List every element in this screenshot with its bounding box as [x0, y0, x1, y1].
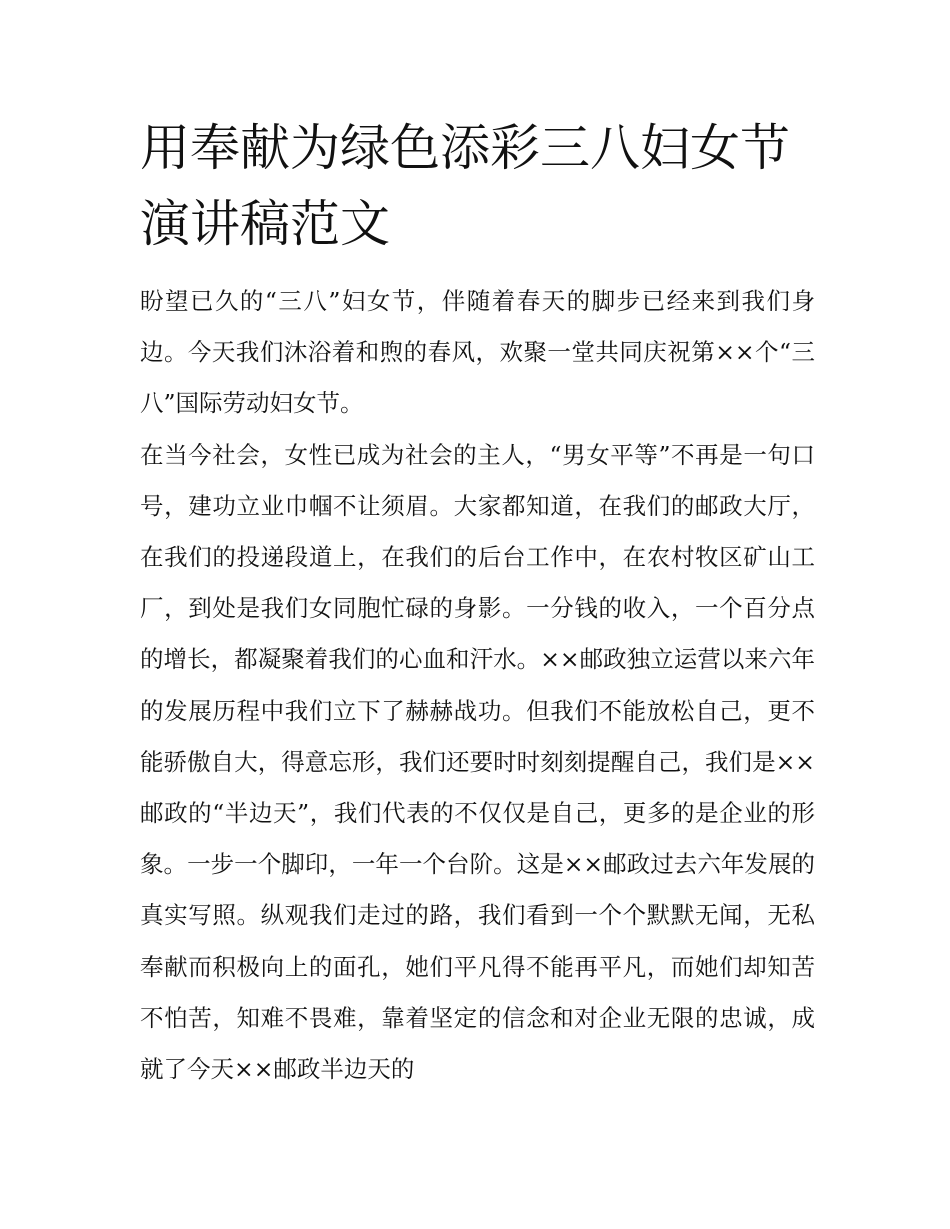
body-paragraph: 在当今社会，女性已成为社会的主人，“男女平等”不再是一句口号，建功立业巾帼不让须眉。大家都知道，在我们的邮政大厅，在我们的投递段道上，在我们的后台工作中，在农村牧区矿山工厂，到处是我们女同胞忙碌的身影。一分钱的收入，一个百分点的增长，都凝聚着我们的心血和汗水。××邮政独立运营以来六年的发展历程中我们立下了赫赫战功。但我们不能放松自己，更不能骄傲自大，得意忘形，我们还要时时刻刻提醒自己，我们是××邮政的“半边天”，我们代表的不仅仅是自己，更多的是企业的形象。一步一个脚印，一年一个台阶。这是××邮政过去六年发展的真实写照。纵观我们走过的路，我们看到一个个默默无闻，无私奉献而积极向上的面孔，她们平凡得不能再平凡，而她们却知苦不怕苦，知难不畏难，靠着坚定的信念和对企业无限的忠诚，成就了今天××邮政半边天的	[140, 440, 815, 1084]
document-body	[140, 276, 815, 1095]
document-title: 用奉献为绿色添彩三八妇女节演讲稿范文	[140, 119, 790, 253]
body-paragraph: 盼望已久的“三八”妇女节，伴随着春天的脚步已经来到我们身边。今天我们沐浴着和煦的春风，欢聚一堂共同庆祝第××个“三八”国际劳动妇女节。	[140, 287, 815, 418]
